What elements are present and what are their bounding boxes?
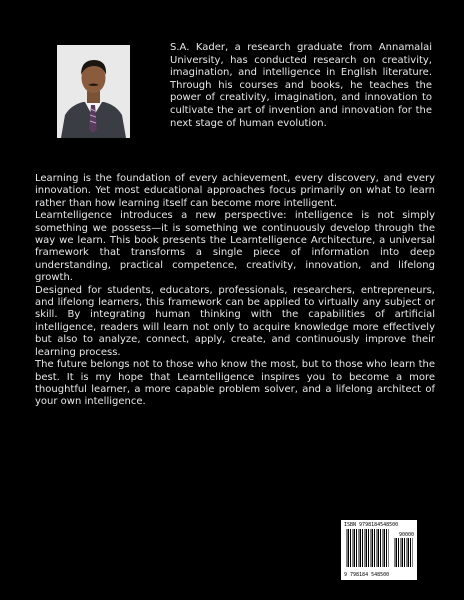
barcode-addon-graphic [394,538,413,567]
barcode-bars-graphic [346,529,390,567]
description-paragraph: Designed for students, educators, professionals, researchers, entrepreneurs, and lifelong learners, this framework can be applied to virtually any subject or skill. By integrating human thinking with the capabilities of artificial intelligence, readers will learn not only to acquire knowledge more effectively but also to analyze, connect, apply, create, and continuously improve their learning process. [35,284,435,358]
barcode-number: 9 798184 548500 [344,572,390,578]
description-paragraph: Learntelligence introduces a new perspective: intelligence is not simply something we possess—it is something we continuously develop through the way we learn. This book presents the Learntelligence Architecture, a universal framework that transforms a single piece of information into deep understanding, practical competence, creativity, innovation, and lifelong growth. [35,210,435,284]
author-photo [57,45,130,138]
author-bio: S.A. Kader, a research graduate from Annamalai University, has conducted research on creativity, imagination, and intelligence in English literature. Through his courses and books, he teaches the power of creativity, imagination, and innovation to cultivate the art of invention and innovation for the next stage of human evolution. [170,42,432,129]
isbn-text: ISBN 9798184548500 [344,522,399,528]
author-portrait-image [57,45,130,138]
isbn-barcode [341,520,417,580]
book-description [35,173,435,409]
description-paragraph: The future belongs not to those who know the most, but to those who learn the best. It is my hope that Learntelligence inspires you to become a more thoughtful learner, a more capable problem solver, and a lifelong architect of your own intelligence. [35,359,435,408]
price-code: 90000 [398,532,414,538]
description-paragraph: Learning is the foundation of every achievement, every discovery, and every innovation. Yet most educational approaches focus primarily on what to learn rather than how learning itself can become more intelligent. [35,173,435,209]
